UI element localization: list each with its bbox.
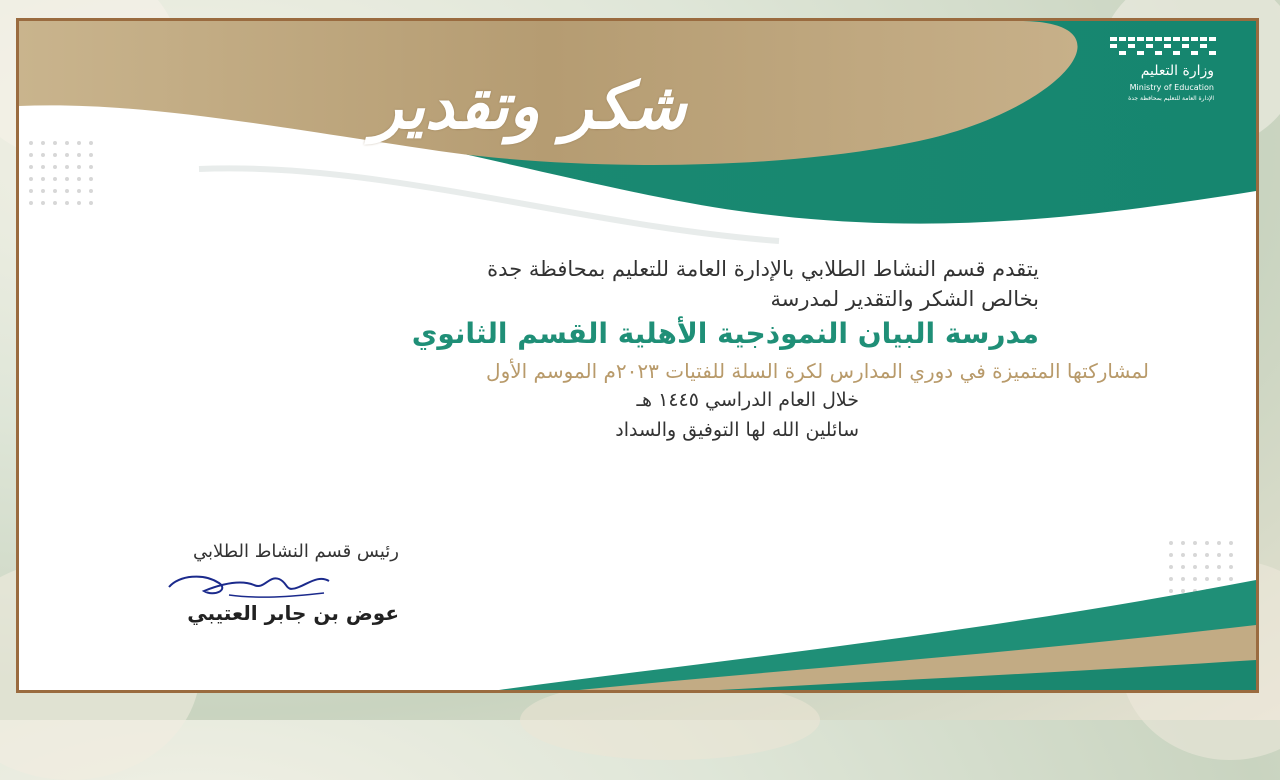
certificate-title: شكر وتقدير: [371, 69, 687, 144]
thanks-line: بخالص الشكر والتقدير لمدرسة: [770, 287, 1039, 311]
year-line: خلال العام الدراسي ١٤٤٥ هـ: [636, 389, 859, 411]
decorative-dots-left: [29, 141, 101, 213]
ministry-name-ar: وزارة التعليم: [1140, 63, 1214, 79]
ministry-name-en: Ministry of Education: [1129, 83, 1214, 92]
ministry-logo: [1068, 35, 1218, 135]
school-name: مدرسة البيان النموذجية الأهلية القسم الثانوي: [411, 317, 1039, 350]
signature-image: [159, 565, 339, 605]
signatory-title: رئيس قسم النشاط الطلابي: [193, 541, 399, 562]
certificate: [16, 18, 1259, 693]
signatory-name: عوض بن جابر العتيبي: [187, 601, 399, 625]
participation-line: لمشاركتها المتميزة في دوري المدارس لكرة السلة للفتيات ٢٠٢٣م الموسم الأول: [486, 359, 1149, 383]
wishes-line: سائلين الله لها التوفيق والسداد: [615, 419, 859, 441]
ministry-subtitle: الإدارة العامة للتعليم بمحافظة جدة: [1128, 95, 1214, 102]
intro-line: يتقدم قسم النشاط الطلابي بالإدارة العامة للتعليم بمحافظة جدة: [487, 257, 1039, 281]
ministry-logo-icon: [1110, 35, 1216, 57]
